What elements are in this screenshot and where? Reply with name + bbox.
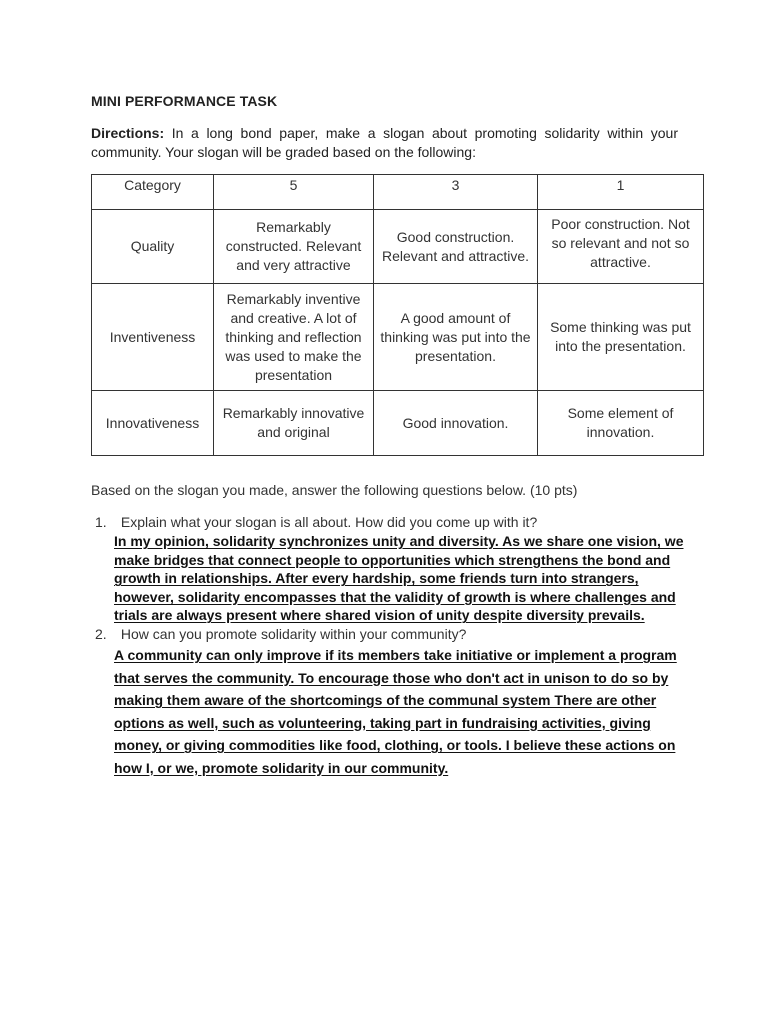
questions-intro: Based on the slogan you made, answer the following questions below. (10 pts) [91,482,578,498]
answer-line: making them aware of the shortcomings of the communal system There are other [114,692,657,708]
answer-line: that serves the community. To encourage those who don't act in unison to do so by [114,669,669,686]
rubric-header-category: Category [92,175,214,210]
rubric-score-5-cell: Remarkably constructed. Relevant and very attractive [214,210,374,284]
rubric-category-cell: Quality [92,210,214,284]
question-text: How can you promote solidarity within your community? [120,626,467,642]
question-2 [95,626,466,642]
question-number: 2. [95,626,107,642]
answer-line: money, or giving commodities like food, clothing, or tools. I believe these actions on [114,737,676,753]
directions-label: Directions: [91,125,165,141]
answer-line: options as well, such as volunteering, taking part in fundraising activities, giving [114,714,651,731]
rubric-score-5-cell: Remarkably innovative and original [214,391,374,456]
answer-line: In my opinion, solidarity synchronizes unity and diversity. As we share one vision, we [114,533,684,549]
rubric-category-cell: Inventiveness [92,284,214,391]
rubric-header-score-1: 1 [538,175,704,210]
rubric-score-5-cell: Remarkably inventive and creative. A lot of thinking and reflection was used to make the presentation [214,284,374,391]
rubric-row-inventiveness [92,284,704,391]
answer-line: how I, or we, promote solidarity in our community. [114,759,449,776]
rubric-category-cell: Innovativeness [92,391,214,456]
answer-2 [114,644,689,779]
rubric-table [91,174,704,456]
answer-line: growth in relationships. After every hardship, some friends turn into strangers, [114,570,639,587]
question-1 [95,514,537,530]
rubric-row-innovativeness [92,391,704,456]
question-number: 1. [95,514,107,530]
page-title: MINI PERFORMANCE TASK [91,93,278,109]
question-text: Explain what your slogan is all about. How did you come up with it? [120,514,538,530]
rubric-row-quality [92,210,704,284]
answer-line: A community can only improve if its members take initiative or implement a program [114,647,677,663]
answer-1 [114,532,689,625]
directions-paragraph [91,124,678,162]
rubric-score-1-cell: Some thinking was put into the presentation. [538,284,704,391]
directions-text: In a long bond paper, make a slogan about promoting solidarity within your community. Your slogan will be graded based on the following: [91,125,678,160]
rubric-header-score-5: 5 [214,175,374,210]
rubric-score-1-cell: Some element of innovation. [538,391,704,456]
answer-line: make bridges that connect people to opportunities which strengthens the bond and [114,551,671,568]
rubric-header-row [92,175,704,210]
answer-line: however, solidarity encompasses that the validity of growth is where challenges and [114,588,676,605]
rubric-score-1-cell: Poor construction. Not so relevant and not so attractive. [538,210,704,284]
rubric-score-3-cell: Good innovation. [374,391,538,456]
rubric-header-score-3: 3 [374,175,538,210]
rubric-score-3-cell: A good amount of thinking was put into the presentation. [374,284,538,391]
rubric-score-3-cell: Good construction. Relevant and attractive. [374,210,538,284]
answer-line: trials are always present where shared vision of unity despite diversity prevails. [114,607,645,624]
